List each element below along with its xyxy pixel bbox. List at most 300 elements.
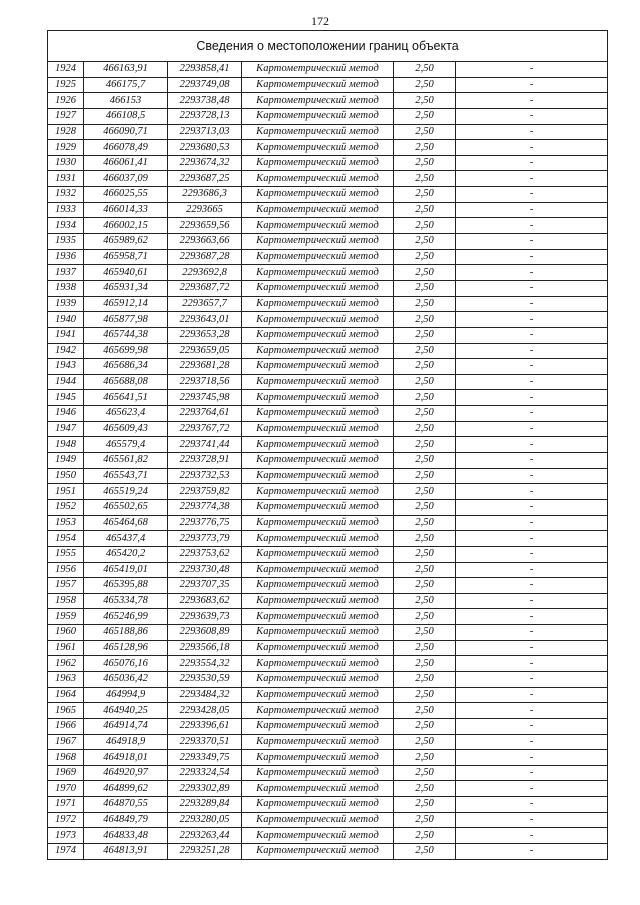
extra-cell: - bbox=[456, 718, 608, 734]
coord-x-cell: 466002,15 bbox=[84, 218, 168, 234]
accuracy-cell: 2,50 bbox=[394, 828, 456, 844]
point-number-cell: 1926 bbox=[48, 93, 84, 109]
coord-x-cell: 465128,96 bbox=[84, 640, 168, 656]
table-row bbox=[48, 546, 608, 562]
point-number-cell: 1957 bbox=[48, 578, 84, 594]
coord-y-cell: 2293396,61 bbox=[168, 718, 242, 734]
point-number-cell: 1962 bbox=[48, 656, 84, 672]
accuracy-cell: 2,50 bbox=[394, 515, 456, 531]
coord-x-cell: 465609,43 bbox=[84, 421, 168, 437]
coord-x-cell: 465076,16 bbox=[84, 656, 168, 672]
point-number-cell: 1925 bbox=[48, 77, 84, 93]
table-row bbox=[48, 140, 608, 156]
method-cell: Картометрический метод bbox=[242, 515, 394, 531]
extra-cell: - bbox=[456, 77, 608, 93]
extra-cell: - bbox=[456, 437, 608, 453]
method-cell: Картометрический метод bbox=[242, 531, 394, 547]
method-cell: Картометрический метод bbox=[242, 844, 394, 860]
point-number-cell: 1938 bbox=[48, 280, 84, 296]
point-number-cell: 1974 bbox=[48, 844, 84, 860]
method-cell: Картометрический метод bbox=[242, 625, 394, 641]
method-cell: Картометрический метод bbox=[242, 374, 394, 390]
accuracy-cell: 2,50 bbox=[394, 171, 456, 187]
extra-cell: - bbox=[456, 359, 608, 375]
point-number-cell: 1964 bbox=[48, 687, 84, 703]
extra-cell: - bbox=[456, 234, 608, 250]
coord-x-cell: 465036,42 bbox=[84, 671, 168, 687]
point-number-cell: 1971 bbox=[48, 797, 84, 813]
extra-cell: - bbox=[456, 108, 608, 124]
extra-cell: - bbox=[456, 155, 608, 171]
coord-x-cell: 465246,99 bbox=[84, 609, 168, 625]
accuracy-cell: 2,50 bbox=[394, 484, 456, 500]
coord-y-cell: 2293687,72 bbox=[168, 280, 242, 296]
extra-cell: - bbox=[456, 625, 608, 641]
coord-x-cell: 465744,38 bbox=[84, 327, 168, 343]
accuracy-cell: 2,50 bbox=[394, 656, 456, 672]
coord-y-cell: 2293643,01 bbox=[168, 312, 242, 328]
accuracy-cell: 2,50 bbox=[394, 155, 456, 171]
method-cell: Картометрический метод bbox=[242, 155, 394, 171]
table-row bbox=[48, 77, 608, 93]
point-number-cell: 1961 bbox=[48, 640, 84, 656]
coord-y-cell: 2293663,66 bbox=[168, 234, 242, 250]
method-cell: Картометрический метод bbox=[242, 312, 394, 328]
coord-x-cell: 466025,55 bbox=[84, 187, 168, 203]
extra-cell: - bbox=[456, 562, 608, 578]
extra-cell: - bbox=[456, 468, 608, 484]
point-number-cell: 1950 bbox=[48, 468, 84, 484]
table-row bbox=[48, 531, 608, 547]
accuracy-cell: 2,50 bbox=[394, 437, 456, 453]
coord-x-cell: 464833,48 bbox=[84, 828, 168, 844]
coord-y-cell: 2293659,05 bbox=[168, 343, 242, 359]
extra-cell: - bbox=[456, 781, 608, 797]
accuracy-cell: 2,50 bbox=[394, 93, 456, 109]
coord-y-cell: 2293687,25 bbox=[168, 171, 242, 187]
point-number-cell: 1949 bbox=[48, 453, 84, 469]
coord-x-cell: 466037,09 bbox=[84, 171, 168, 187]
point-number-cell: 1969 bbox=[48, 765, 84, 781]
coord-y-cell: 2293764,61 bbox=[168, 406, 242, 422]
extra-cell: - bbox=[456, 531, 608, 547]
coord-x-cell: 464918,9 bbox=[84, 734, 168, 750]
extra-cell: - bbox=[456, 374, 608, 390]
method-cell: Картометрический метод bbox=[242, 812, 394, 828]
point-number-cell: 1960 bbox=[48, 625, 84, 641]
method-cell: Картометрический метод bbox=[242, 640, 394, 656]
coord-x-cell: 465931,34 bbox=[84, 280, 168, 296]
accuracy-cell: 2,50 bbox=[394, 77, 456, 93]
extra-cell: - bbox=[456, 499, 608, 515]
point-number-cell: 1953 bbox=[48, 515, 84, 531]
table-row bbox=[48, 437, 608, 453]
extra-cell: - bbox=[456, 421, 608, 437]
table-row bbox=[48, 202, 608, 218]
coord-y-cell: 2293484,32 bbox=[168, 687, 242, 703]
accuracy-cell: 2,50 bbox=[394, 62, 456, 78]
coord-x-cell: 466078,49 bbox=[84, 140, 168, 156]
accuracy-cell: 2,50 bbox=[394, 390, 456, 406]
coord-x-cell: 465395,88 bbox=[84, 578, 168, 594]
accuracy-cell: 2,50 bbox=[394, 781, 456, 797]
coord-y-cell: 2293530,59 bbox=[168, 671, 242, 687]
extra-cell: - bbox=[456, 343, 608, 359]
coord-y-cell: 2293302,89 bbox=[168, 781, 242, 797]
method-cell: Картометрический метод bbox=[242, 499, 394, 515]
extra-cell: - bbox=[456, 218, 608, 234]
point-number-cell: 1970 bbox=[48, 781, 84, 797]
extra-cell: - bbox=[456, 578, 608, 594]
page-number: 172 bbox=[311, 14, 329, 28]
coord-x-cell: 464849,79 bbox=[84, 812, 168, 828]
coord-y-cell: 2293251,28 bbox=[168, 844, 242, 860]
point-number-cell: 1951 bbox=[48, 484, 84, 500]
accuracy-cell: 2,50 bbox=[394, 140, 456, 156]
coord-x-cell: 464940,25 bbox=[84, 703, 168, 719]
accuracy-cell: 2,50 bbox=[394, 765, 456, 781]
coord-x-cell: 465688,08 bbox=[84, 374, 168, 390]
extra-cell: - bbox=[456, 327, 608, 343]
coord-y-cell: 2293749,08 bbox=[168, 77, 242, 93]
table-row bbox=[48, 374, 608, 390]
coord-x-cell: 465437,4 bbox=[84, 531, 168, 547]
method-cell: Картометрический метод bbox=[242, 562, 394, 578]
method-cell: Картометрический метод bbox=[242, 202, 394, 218]
coord-y-cell: 2293718,56 bbox=[168, 374, 242, 390]
accuracy-cell: 2,50 bbox=[394, 734, 456, 750]
table-row bbox=[48, 625, 608, 641]
method-cell: Картометрический метод bbox=[242, 421, 394, 437]
accuracy-cell: 2,50 bbox=[394, 640, 456, 656]
coord-x-cell: 465989,62 bbox=[84, 234, 168, 250]
method-cell: Картометрический метод bbox=[242, 703, 394, 719]
coord-y-cell: 2293692,8 bbox=[168, 265, 242, 281]
table-row bbox=[48, 703, 608, 719]
point-number-cell: 1940 bbox=[48, 312, 84, 328]
coord-y-cell: 2293753,62 bbox=[168, 546, 242, 562]
point-number-cell: 1930 bbox=[48, 155, 84, 171]
method-cell: Картометрический метод bbox=[242, 406, 394, 422]
accuracy-cell: 2,50 bbox=[394, 609, 456, 625]
accuracy-cell: 2,50 bbox=[394, 327, 456, 343]
accuracy-cell: 2,50 bbox=[394, 625, 456, 641]
boundary-table-container bbox=[47, 30, 607, 860]
extra-cell: - bbox=[456, 828, 608, 844]
point-number-cell: 1937 bbox=[48, 265, 84, 281]
point-number-cell: 1946 bbox=[48, 406, 84, 422]
coord-x-cell: 466163,91 bbox=[84, 62, 168, 78]
coord-x-cell: 464918,01 bbox=[84, 750, 168, 766]
table-row bbox=[48, 327, 608, 343]
table-row bbox=[48, 296, 608, 312]
accuracy-cell: 2,50 bbox=[394, 187, 456, 203]
extra-cell: - bbox=[456, 265, 608, 281]
coord-y-cell: 2293566,18 bbox=[168, 640, 242, 656]
point-number-cell: 1942 bbox=[48, 343, 84, 359]
point-number-cell: 1952 bbox=[48, 499, 84, 515]
method-cell: Картометрический метод bbox=[242, 265, 394, 281]
table-row bbox=[48, 765, 608, 781]
method-cell: Картометрический метод bbox=[242, 765, 394, 781]
coord-x-cell: 465420,2 bbox=[84, 546, 168, 562]
method-cell: Картометрический метод bbox=[242, 593, 394, 609]
table-row bbox=[48, 609, 608, 625]
method-cell: Картометрический метод bbox=[242, 390, 394, 406]
method-cell: Картометрический метод bbox=[242, 750, 394, 766]
coord-y-cell: 2293767,72 bbox=[168, 421, 242, 437]
coord-x-cell: 466108,5 bbox=[84, 108, 168, 124]
table-row bbox=[48, 484, 608, 500]
accuracy-cell: 2,50 bbox=[394, 703, 456, 719]
accuracy-cell: 2,50 bbox=[394, 249, 456, 265]
table-row bbox=[48, 359, 608, 375]
extra-cell: - bbox=[456, 280, 608, 296]
coord-x-cell: 465419,01 bbox=[84, 562, 168, 578]
method-cell: Картометрический метод bbox=[242, 218, 394, 234]
point-number-cell: 1941 bbox=[48, 327, 84, 343]
table-row bbox=[48, 265, 608, 281]
extra-cell: - bbox=[456, 390, 608, 406]
coord-y-cell: 2293280,05 bbox=[168, 812, 242, 828]
extra-cell: - bbox=[456, 484, 608, 500]
coord-x-cell: 465623,4 bbox=[84, 406, 168, 422]
accuracy-cell: 2,50 bbox=[394, 343, 456, 359]
accuracy-cell: 2,50 bbox=[394, 468, 456, 484]
point-number-cell: 1967 bbox=[48, 734, 84, 750]
extra-cell: - bbox=[456, 797, 608, 813]
coord-y-cell: 2293759,82 bbox=[168, 484, 242, 500]
table-row bbox=[48, 797, 608, 813]
coord-y-cell: 2293349,75 bbox=[168, 750, 242, 766]
coord-y-cell: 2293659,56 bbox=[168, 218, 242, 234]
table-row bbox=[48, 468, 608, 484]
extra-cell: - bbox=[456, 406, 608, 422]
method-cell: Картометрический метод bbox=[242, 93, 394, 109]
extra-cell: - bbox=[456, 453, 608, 469]
table-row bbox=[48, 249, 608, 265]
method-cell: Картометрический метод bbox=[242, 343, 394, 359]
coord-x-cell: 465877,98 bbox=[84, 312, 168, 328]
table-row bbox=[48, 828, 608, 844]
point-number-cell: 1945 bbox=[48, 390, 84, 406]
method-cell: Картометрический метод bbox=[242, 546, 394, 562]
accuracy-cell: 2,50 bbox=[394, 797, 456, 813]
coord-y-cell: 2293657,7 bbox=[168, 296, 242, 312]
table-body bbox=[48, 62, 608, 860]
accuracy-cell: 2,50 bbox=[394, 202, 456, 218]
point-number-cell: 1939 bbox=[48, 296, 84, 312]
coord-y-cell: 2293687,28 bbox=[168, 249, 242, 265]
point-number-cell: 1958 bbox=[48, 593, 84, 609]
coord-y-cell: 2293680,53 bbox=[168, 140, 242, 156]
coord-y-cell: 2293728,91 bbox=[168, 453, 242, 469]
accuracy-cell: 2,50 bbox=[394, 312, 456, 328]
accuracy-cell: 2,50 bbox=[394, 546, 456, 562]
extra-cell: - bbox=[456, 171, 608, 187]
accuracy-cell: 2,50 bbox=[394, 296, 456, 312]
table-row bbox=[48, 453, 608, 469]
coord-y-cell: 2293681,28 bbox=[168, 359, 242, 375]
point-number-cell: 1928 bbox=[48, 124, 84, 140]
coord-y-cell: 2293683,62 bbox=[168, 593, 242, 609]
method-cell: Картометрический метод bbox=[242, 296, 394, 312]
point-number-cell: 1934 bbox=[48, 218, 84, 234]
table-row bbox=[48, 155, 608, 171]
method-cell: Картометрический метод bbox=[242, 484, 394, 500]
point-number-cell: 1972 bbox=[48, 812, 84, 828]
boundary-table bbox=[47, 30, 608, 860]
extra-cell: - bbox=[456, 640, 608, 656]
extra-cell: - bbox=[456, 703, 608, 719]
method-cell: Картометрический метод bbox=[242, 687, 394, 703]
method-cell: Картометрический метод bbox=[242, 828, 394, 844]
extra-cell: - bbox=[456, 312, 608, 328]
method-cell: Картометрический метод bbox=[242, 453, 394, 469]
accuracy-cell: 2,50 bbox=[394, 718, 456, 734]
coord-x-cell: 465641,51 bbox=[84, 390, 168, 406]
coord-y-cell: 2293732,53 bbox=[168, 468, 242, 484]
table-title: Сведения о местоположении границ объекта bbox=[48, 31, 608, 62]
point-number-cell: 1947 bbox=[48, 421, 84, 437]
point-number-cell: 1954 bbox=[48, 531, 84, 547]
coord-x-cell: 465912,14 bbox=[84, 296, 168, 312]
extra-cell: - bbox=[456, 124, 608, 140]
point-number-cell: 1968 bbox=[48, 750, 84, 766]
table-row bbox=[48, 687, 608, 703]
table-row bbox=[48, 578, 608, 594]
table-row bbox=[48, 515, 608, 531]
table-row bbox=[48, 343, 608, 359]
extra-cell: - bbox=[456, 140, 608, 156]
accuracy-cell: 2,50 bbox=[394, 531, 456, 547]
table-row bbox=[48, 593, 608, 609]
table-row bbox=[48, 312, 608, 328]
table-row bbox=[48, 171, 608, 187]
extra-cell: - bbox=[456, 844, 608, 860]
coord-y-cell: 2293263,44 bbox=[168, 828, 242, 844]
table-row bbox=[48, 218, 608, 234]
coord-y-cell: 2293858,41 bbox=[168, 62, 242, 78]
accuracy-cell: 2,50 bbox=[394, 406, 456, 422]
table-row bbox=[48, 93, 608, 109]
table-row bbox=[48, 108, 608, 124]
table-row bbox=[48, 187, 608, 203]
table-row bbox=[48, 640, 608, 656]
method-cell: Картометрический метод bbox=[242, 234, 394, 250]
coord-x-cell: 464920,97 bbox=[84, 765, 168, 781]
table-row bbox=[48, 781, 608, 797]
table-row bbox=[48, 499, 608, 515]
coord-y-cell: 2293745,98 bbox=[168, 390, 242, 406]
coord-x-cell: 466014,33 bbox=[84, 202, 168, 218]
coord-x-cell: 465188,86 bbox=[84, 625, 168, 641]
extra-cell: - bbox=[456, 671, 608, 687]
table-row bbox=[48, 671, 608, 687]
table-row bbox=[48, 734, 608, 750]
point-number-cell: 1929 bbox=[48, 140, 84, 156]
accuracy-cell: 2,50 bbox=[394, 578, 456, 594]
accuracy-cell: 2,50 bbox=[394, 671, 456, 687]
coord-y-cell: 2293653,28 bbox=[168, 327, 242, 343]
table-row bbox=[48, 812, 608, 828]
accuracy-cell: 2,50 bbox=[394, 593, 456, 609]
method-cell: Картометрический метод bbox=[242, 280, 394, 296]
accuracy-cell: 2,50 bbox=[394, 844, 456, 860]
extra-cell: - bbox=[456, 750, 608, 766]
point-number-cell: 1932 bbox=[48, 187, 84, 203]
coord-y-cell: 2293686,3 bbox=[168, 187, 242, 203]
table-row bbox=[48, 280, 608, 296]
coord-y-cell: 2293428,05 bbox=[168, 703, 242, 719]
table-row bbox=[48, 62, 608, 78]
accuracy-cell: 2,50 bbox=[394, 280, 456, 296]
accuracy-cell: 2,50 bbox=[394, 374, 456, 390]
coord-x-cell: 466061,41 bbox=[84, 155, 168, 171]
method-cell: Картометрический метод bbox=[242, 578, 394, 594]
point-number-cell: 1944 bbox=[48, 374, 84, 390]
coord-x-cell: 464813,91 bbox=[84, 844, 168, 860]
method-cell: Картометрический метод bbox=[242, 124, 394, 140]
method-cell: Картометрический метод bbox=[242, 187, 394, 203]
method-cell: Картометрический метод bbox=[242, 468, 394, 484]
coord-x-cell: 465686,34 bbox=[84, 359, 168, 375]
extra-cell: - bbox=[456, 734, 608, 750]
method-cell: Картометрический метод bbox=[242, 108, 394, 124]
method-cell: Картометрический метод bbox=[242, 671, 394, 687]
method-cell: Картометрический метод bbox=[242, 62, 394, 78]
extra-cell: - bbox=[456, 765, 608, 781]
coord-x-cell: 465519,24 bbox=[84, 484, 168, 500]
method-cell: Картометрический метод bbox=[242, 656, 394, 672]
coord-x-cell: 465334,78 bbox=[84, 593, 168, 609]
extra-cell: - bbox=[456, 593, 608, 609]
coord-x-cell: 465561,82 bbox=[84, 453, 168, 469]
extra-cell: - bbox=[456, 296, 608, 312]
coord-x-cell: 465543,71 bbox=[84, 468, 168, 484]
coord-y-cell: 2293289,84 bbox=[168, 797, 242, 813]
point-number-cell: 1959 bbox=[48, 609, 84, 625]
point-number-cell: 1924 bbox=[48, 62, 84, 78]
accuracy-cell: 2,50 bbox=[394, 499, 456, 515]
table-row bbox=[48, 421, 608, 437]
extra-cell: - bbox=[456, 656, 608, 672]
coord-x-cell: 466090,71 bbox=[84, 124, 168, 140]
extra-cell: - bbox=[456, 546, 608, 562]
accuracy-cell: 2,50 bbox=[394, 562, 456, 578]
extra-cell: - bbox=[456, 687, 608, 703]
table-row bbox=[48, 718, 608, 734]
table-row bbox=[48, 234, 608, 250]
accuracy-cell: 2,50 bbox=[394, 453, 456, 469]
extra-cell: - bbox=[456, 515, 608, 531]
extra-cell: - bbox=[456, 249, 608, 265]
method-cell: Картометрический метод bbox=[242, 609, 394, 625]
table-row bbox=[48, 406, 608, 422]
extra-cell: - bbox=[456, 93, 608, 109]
coord-x-cell: 464870,55 bbox=[84, 797, 168, 813]
method-cell: Картометрический метод bbox=[242, 781, 394, 797]
accuracy-cell: 2,50 bbox=[394, 687, 456, 703]
coord-y-cell: 2293773,79 bbox=[168, 531, 242, 547]
method-cell: Картометрический метод bbox=[242, 797, 394, 813]
method-cell: Картометрический метод bbox=[242, 171, 394, 187]
accuracy-cell: 2,50 bbox=[394, 421, 456, 437]
table-row bbox=[48, 562, 608, 578]
method-cell: Картометрический метод bbox=[242, 359, 394, 375]
accuracy-cell: 2,50 bbox=[394, 812, 456, 828]
point-number-cell: 1931 bbox=[48, 171, 84, 187]
